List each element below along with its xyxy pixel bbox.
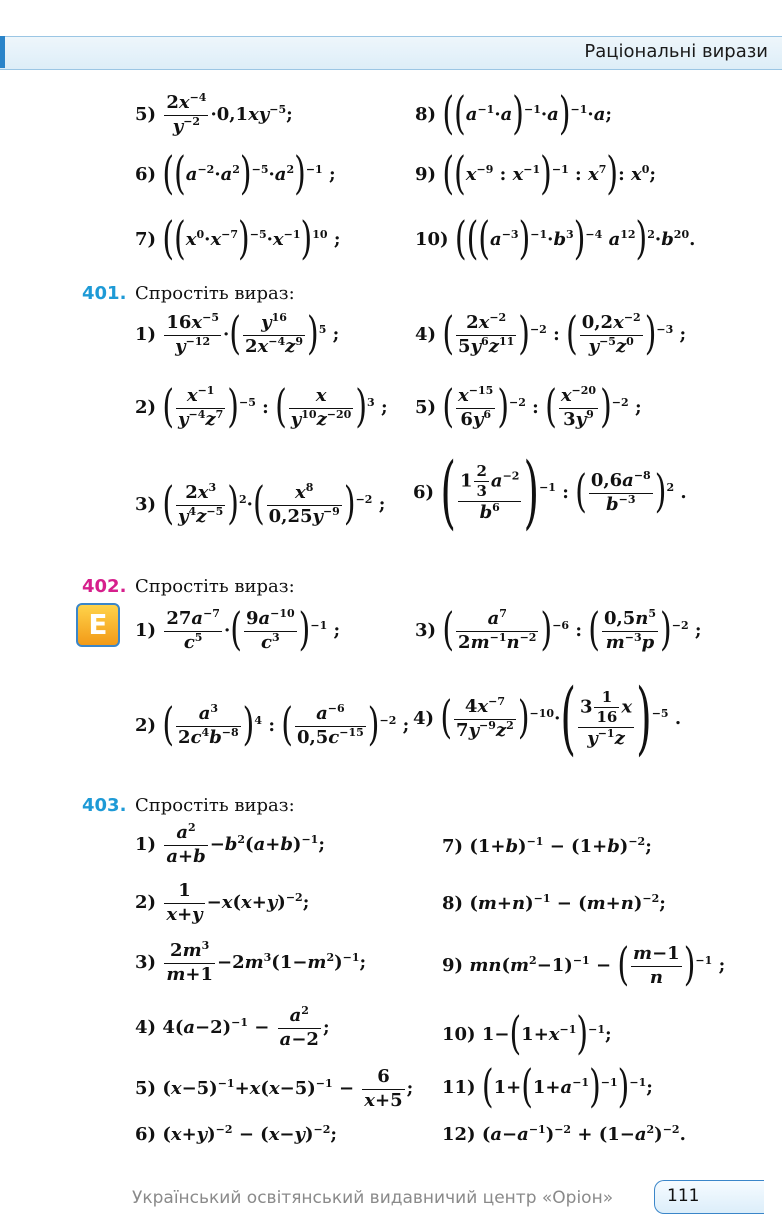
- exercise-title-402: Спростіть вираз:: [135, 576, 295, 597]
- header-accent: [0, 36, 5, 68]
- expression-401-1: 1) $\frac{16x^{-5}}{y^{-12}}$ ·( $\frac{y^{16}}{2x^{-4}z^9}$ )$^5$ ;: [135, 308, 340, 361]
- exercise-title-403: Спростіть вираз:: [135, 795, 295, 816]
- expression-403-11: 11) $(1+(1+a^{-1})^{-1})^{-1}$;: [442, 1061, 653, 1114]
- expression-401-4: 4) ( $\frac{2x^{-2}}{5y^6z^{11}}$ )$^{-2}$ : ( $\frac{0,2x^{-2}}{y^{-5}z^0}$ )$^{-3}$ ;: [415, 308, 687, 361]
- expression-402-3: 3) ( $\frac{a^7}{2m^{-1}n^{-2}}$ )$^{-6}$ : ( $\frac{0,5n^5}{m^{-3}p}$ )$^{-2}$ ;: [415, 604, 702, 657]
- exercise-number-402: 402.: [82, 576, 127, 597]
- expression-401-6: 6) ( 1 $\frac{2}{3}$ $a^{-2}$ $b^6$ )$^{-1}$ : ( $\frac{0,6a^{-8}}{b^{-3}}$ )$^2$ .: [413, 447, 687, 539]
- expression-401-3: 3) ( $\frac{2x^3}{y^4z^{-5}}$ )$^2$·( $\frac{x^8}{0,25y^{-9}}$ )$^{-2}$ ;: [135, 478, 386, 531]
- expression-403-2: 2) $\frac{1}{x+y}$ $-x(x+y)^{-2}$;: [135, 880, 310, 925]
- expression-401-5: 5) ( $\frac{x^{-15}}{6y^6}$ )$^{-2}$ : ( $\frac{x^{-20}}{3y^9}$ )$^{-2}$ ;: [415, 381, 642, 434]
- expression-402-1: 1) $\frac{27a^{-7}}{c^5}$ ·( $\frac{9a^{-10}}{c^3}$ )$^{-1}$ ;: [135, 604, 341, 657]
- exercise-title-401: Спростіть вираз:: [135, 283, 295, 304]
- expression-400-7: 7) $((x^0\cdot x^{-7})^{-5}\cdot x^{-1})^{10}$ ;: [135, 213, 341, 266]
- expression-403-3: 3) $\frac{2m^3}{m+1}$ $-2m^3(1-m^2)^{-1}$;: [135, 939, 367, 985]
- expression-403-6: 6) $(x+y)^{-2} - (x-y)^{-2}$;: [135, 1123, 338, 1145]
- expression-400-9: 9) (($x^{-9}$ : $x^{-1})^{-1}$ : $x^7$): $x^0$;: [415, 148, 657, 201]
- exercise-number-401: 401.: [82, 283, 127, 304]
- expression-402-4: 4) ( $\frac{4x^{-7}}{7y^{-9}z^2}$ )$^{-10}$·( 3 $\frac{1}{16}$ x $y^{-1}z$ )$^{-5}$ .: [413, 673, 682, 765]
- expression-400-10: 10) ($((a^{-3})^{-1}\cdot b^3)^{-4}$ $a^{12})^2\cdot b^{20}$.: [415, 213, 696, 266]
- expression-400-6: 6) $((a^{-2}\cdot a^2)^{-5}\cdot a^2)^{-1}$ ;: [135, 148, 336, 201]
- expression-403-10: 10) $1-(1+x^{-1})^{-1}$;: [442, 1008, 612, 1061]
- expression-400-8: 8) $((a^{-1}\cdot a)^{-1}\cdot a)^{-1}\cdot a$;: [415, 88, 613, 141]
- level-e-badge-icon: E: [76, 603, 120, 647]
- expression-401-2: 2) ( $\frac{x^{-1}}{y^{-4}z^7}$ )$^{-5}$ : ( $\frac{x}{y^{10}z^{-20}}$ )$^3$ ;: [135, 381, 388, 434]
- expression-400-5: 5) $\frac{2x^{-4}}{y^{-2}}$ $\cdot 0,1xy^{-5}$;: [135, 91, 293, 137]
- exercise-number-403: 403.: [82, 795, 127, 816]
- expression-403-8: 8) $(m+n)^{-1} - (m+n)^{-2}$;: [442, 892, 666, 914]
- page-header-title: Раціональні вирази: [584, 41, 768, 62]
- page-number: 111: [654, 1180, 764, 1214]
- expression-403-1: 1) $\frac{a^2}{a+b}$ $-b^2(a+b)^{-1}$;: [135, 821, 325, 867]
- expression-403-12: 12) $(a-a^{-1})^{-2} + (1-a^2)^{-2}$.: [442, 1123, 686, 1145]
- expression-403-7: 7) $(1+b)^{-1} - (1+b)^{-2}$;: [442, 835, 652, 857]
- expression-402-2: 2) ( $\frac{a^3}{2c^4b^{-8}}$ )$^4$ : ( $\frac{a^{-6}}{0,5c^{-15}}$ )$^{-2}$ ;: [135, 699, 410, 752]
- expression-403-5: 5) $(x-5)^{-1}+x(x-5)^{-1}$ − $\frac{6}{x+5}$ ;: [135, 1066, 414, 1111]
- publisher-footer: Український освітянський видавничий центр «Оріон»: [132, 1188, 614, 1208]
- expression-403-9: 9) $mn(m^2-1)^{-1}$ − ( $\frac{m-1}{n}$ )$^{-1}$ ;: [442, 939, 726, 992]
- expression-403-4: 4) $4(a-2)^{-1}$ − $\frac{a^2}{a-2}$ ;: [135, 1004, 330, 1050]
